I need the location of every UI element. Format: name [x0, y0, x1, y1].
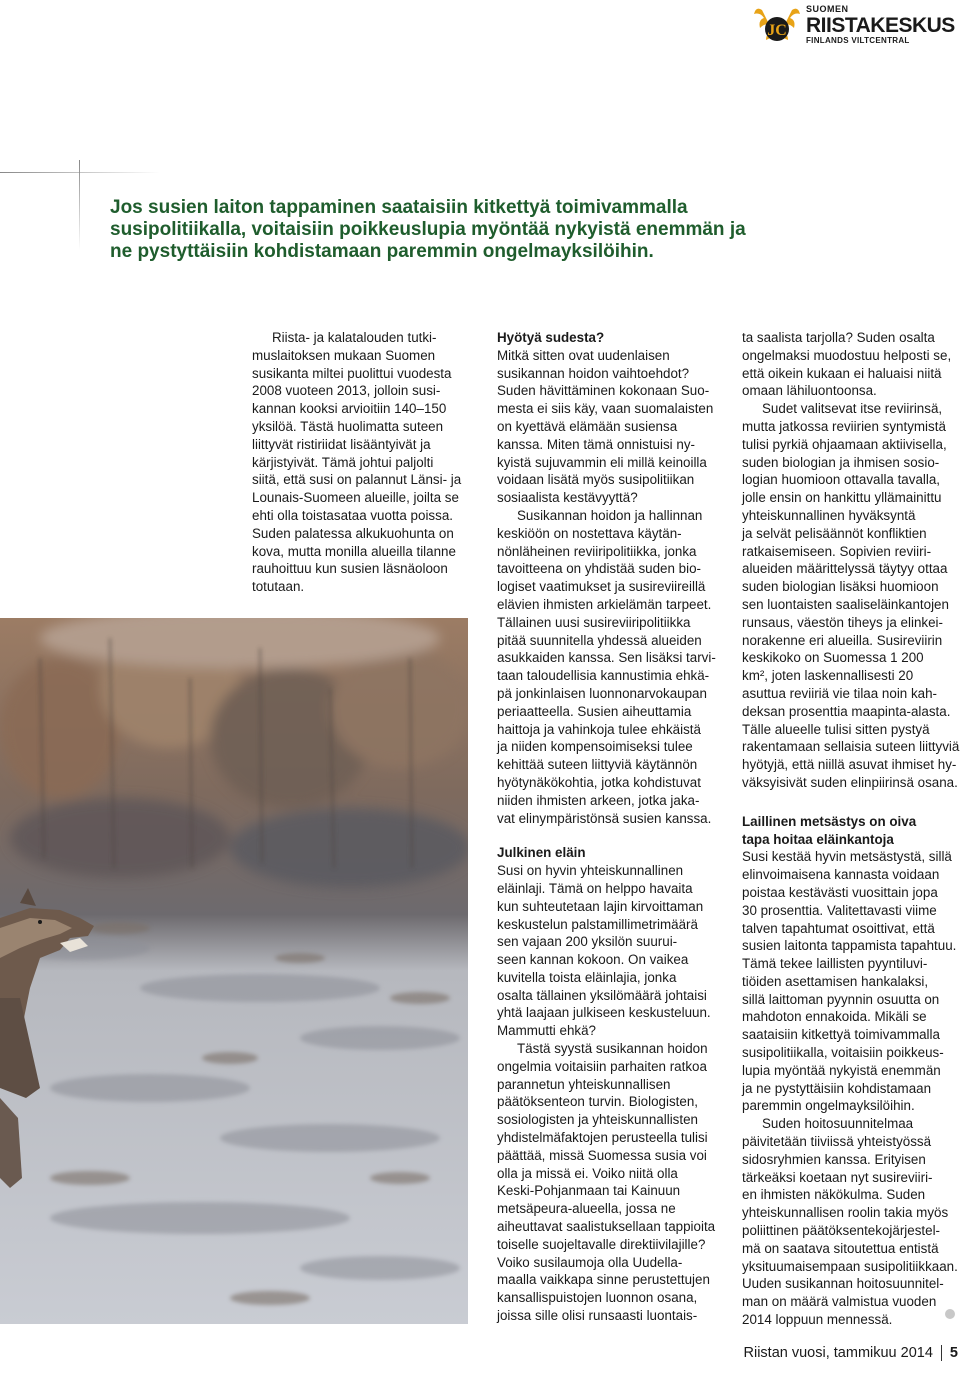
- svg-text:JC: JC: [767, 22, 787, 39]
- text-line: sen vajaan 200 yksilön suurui-: [497, 934, 678, 950]
- text-line: suden biologian ja ihmisen sosio-: [742, 454, 940, 470]
- text-line: päättää, missä Suomessa susia voi: [497, 1147, 707, 1163]
- text-line: Suden palatessa alkukuohunta on: [252, 525, 454, 541]
- text-line: jolle ensin on hankittu yllämainittu: [742, 490, 942, 506]
- text-line: Mammutti ehkä?: [497, 1023, 596, 1039]
- text-line: tavoitteena on yhdistää suden bio-: [497, 561, 701, 577]
- text-line: totutaan.: [252, 579, 305, 595]
- text-line: päätöksenteon turvin. Biologisten,: [497, 1094, 698, 1110]
- text-line: kova, mutta monilla alueilla tilanne: [252, 543, 456, 559]
- text-line: paremmin ongelmayksilöihin.: [742, 1098, 915, 1114]
- text-line: Suden hävittäminen kokonaan Suo-: [497, 383, 710, 399]
- logo-emblem-icon: [752, 2, 802, 46]
- text-line: Tämä tekee laillisten pyyntiluvi-: [742, 956, 928, 972]
- text-line: pä jonkinlaisen luonnonarvokaupan: [497, 685, 707, 701]
- article-column-3: [742, 329, 960, 1329]
- intro-paragraph: [252, 329, 464, 596]
- text-line: poistaa kestävästi vuosittain jopa: [742, 884, 938, 900]
- text-line: mutta jatkossa reviirien syntymistä: [742, 418, 946, 434]
- text-line: ta saalista tarjolla? Suden osalta: [742, 330, 935, 345]
- text-line: asukkaiden kanssa. Sen lisäksi tarvi-: [497, 650, 716, 666]
- text-line: ja niiden kompensoimiseksi tulee: [497, 739, 693, 755]
- text-line: sidosryhmien kanssa. Erityisen: [742, 1151, 926, 1167]
- text-line: keskustelun palstamillimetrimäärä: [497, 916, 698, 932]
- text-line: sillä laittoman pyynnin osuutta on: [742, 991, 940, 1007]
- text-line: voidaan lisätä myös susipolitiikan: [497, 472, 695, 488]
- text-line: rauhoittuu kun susien läsnäoloon: [252, 561, 448, 577]
- text-line: vat elinympäristönsä susien kanssa.: [497, 810, 712, 826]
- text-line: suden biologian lisäksi huomioon: [742, 579, 939, 595]
- text-line: susien laitonta tappamista tapahtuu.: [742, 938, 957, 954]
- text-line: tapa hoitaa eläinkantoja: [742, 831, 894, 847]
- text-line: man on määrä valmistua vuoden: [742, 1294, 937, 1310]
- text-line: 2014 loppuun mennessä.: [742, 1312, 893, 1328]
- text-line: Susi on hyvin yhteiskunnallinen: [497, 863, 684, 879]
- text-line: tiöiden asettamisen hankalaksi,: [742, 973, 929, 989]
- text-line: Suden hoitosuunnitelmaa: [762, 1116, 914, 1132]
- subheading-laillinen-metsastys: [742, 813, 960, 849]
- page-footer: [744, 1344, 960, 1362]
- text-line: elävien ihmisten arkielämän tarpeet.: [497, 596, 712, 612]
- text-line: toiselle suojeltavalle direktiivilajille?: [497, 1236, 706, 1252]
- text-line: 30 prosenttia. Valitettavasti viime: [742, 902, 937, 918]
- text-line: parannetun yhteiskunnallisen: [497, 1076, 671, 1092]
- pull-quote: Jos susien laiton tappaminen saataisiin kitkettyä toimivammalla susipolitiikalla, voitaisiin poikkeuslupia myöntää nykyistä enemmän ja ne pystyttäisiin kohdistamaan paremmin ongelmayksilöihin.: [110, 197, 746, 262]
- text-line: omaan lähiluontoonsa.: [742, 383, 877, 399]
- logo-line1: SUOMEN: [806, 4, 849, 14]
- text-line: Laillinen metsästys on oiva: [742, 813, 917, 829]
- article-column-2: [497, 329, 719, 1325]
- text-line: metsäpeura-alueella, jossa ne: [497, 1201, 676, 1217]
- text-line: sosiologisten ja yhteiskunnallisten: [497, 1112, 698, 1128]
- text-line: deksan prosenttia maapinta-alasta.: [742, 703, 951, 719]
- text-line: 2008 vuoteen 2013, jolloin susi-: [252, 383, 441, 399]
- page-number: 5: [949, 1345, 958, 1361]
- text-line: lupia myöntää nykyistä enemmän: [742, 1062, 941, 1078]
- text-line: liittyvät ristiriidat lisääntyivät ja: [252, 436, 431, 452]
- text-line: keskiöön on nostettava käytän-: [497, 525, 682, 541]
- magazine-issue: Riistan vuosi, tammikuu 2014: [743, 1345, 933, 1361]
- col2-paragraph-1: [497, 347, 719, 507]
- col3-paragraph-2: [742, 400, 960, 792]
- text-line: että oikein kukaan ei haluaisi niitä: [742, 365, 942, 381]
- logo-line3: FINLANDS VILTCENTRAL: [806, 36, 910, 45]
- col3-paragraph-1: [742, 329, 960, 400]
- col2-paragraph-3: [497, 862, 719, 1040]
- text-line: kyistä sujuvammin eli millä keinoilla: [497, 454, 707, 470]
- text-line: olla ja missä ei. Voiko niitä olla: [497, 1165, 678, 1181]
- text-line: logian huomioon ottavalla tavalla,: [742, 472, 941, 488]
- text-line: yhteiskunnallisen roolin takia myös: [742, 1205, 949, 1221]
- subheading-julkinen-elain: Julkinen eläin: [497, 845, 586, 861]
- riistakeskus-logo: [752, 2, 960, 48]
- text-line: muslaitoksen mukaan Suomen: [252, 347, 436, 363]
- text-line: susikanta miltei puolittui vuodesta: [252, 365, 452, 381]
- col3-paragraph-4: [742, 1115, 960, 1329]
- text-line: Voiko susilaumoja olla Uudella-: [497, 1254, 683, 1270]
- text-line: on kyettävä elämään susiensa: [497, 418, 678, 434]
- text-line: ehti olla toistasataa vuotta poissa.: [252, 507, 453, 523]
- text-line: ja ne pystyttäisiin kohdistamaan: [742, 1080, 932, 1096]
- text-line: rakentamaan sellaisia suteen liittyviä: [742, 739, 960, 755]
- text-line: yhdistelmäfaktojen perusteella tulisi: [497, 1130, 708, 1146]
- footer-divider: [941, 1345, 942, 1361]
- text-line: Sudet valitsevat itse reviirinsä,: [762, 401, 943, 417]
- text-line: alueiden määrittelyssä täytyy ottaa: [742, 561, 948, 577]
- text-line: poliittinen päätöksentekojärjestel-: [742, 1223, 941, 1239]
- text-line: osalta tällainen yksilömäärä johtaisi: [497, 987, 707, 1003]
- text-line: Tällainen uusi susireviiripolitiikka: [497, 614, 691, 630]
- text-line: km², joten laskennallisesti 20: [742, 668, 914, 684]
- text-line: elinvoimaisena kannasta voidaan: [742, 867, 940, 883]
- text-line: talven tapahtumat osoittivat, että: [742, 920, 935, 936]
- text-line: siitä, että susi on palannut Länsi- ja: [252, 472, 462, 488]
- text-line: ongelmaksi muodostuu helposti se,: [742, 347, 952, 363]
- text-line: saataisiin kitkettyä toimivammalla: [742, 1027, 940, 1043]
- text-line: susipolitiikalla, voitaisiin poikkeus-: [742, 1045, 944, 1061]
- col2-paragraph-2: [497, 507, 719, 827]
- text-line: Lounais-Suomeen alueille, joilta se: [252, 490, 459, 506]
- text-line: norakenne eri alueilla. Susireviirin: [742, 632, 943, 648]
- text-line: sosiaalista kestävyyttä?: [497, 490, 638, 506]
- col2-paragraph-4: [497, 1040, 719, 1325]
- col3-paragraph-3: [742, 848, 960, 1115]
- text-line: kärjistyivät. Tämä johtui paljolti: [252, 454, 434, 470]
- subheading-hyotya-sudesta: Hyötyä sudesta?: [497, 330, 605, 345]
- text-line: hyötyjä, että niillä asuvat ihmiset hy-: [742, 757, 957, 773]
- end-mark-icon: [945, 1309, 955, 1319]
- text-line: päivitetään tiiviissä yhteistyössä: [742, 1134, 932, 1150]
- text-line: eläinlaji. Tämä on helppo havaita: [497, 880, 693, 896]
- text-line: yksituumaisempaan susipolitiikkaan.: [742, 1258, 958, 1274]
- wolf-snow-image: [0, 618, 468, 1324]
- text-line: en ihmisten näkökulma. Suden: [742, 1187, 926, 1203]
- text-line: Keski-Pohjanmaan tai Kainuun: [497, 1183, 681, 1199]
- text-line: ja selvät pelisäännöt konfliktien: [742, 525, 927, 541]
- text-line: kun suhteutetaan lajin kirvoittaman: [497, 898, 704, 914]
- logo-line2: RIISTAKESKUS: [806, 14, 955, 37]
- text-line: niiden ihmisten arkeen, jotka jaka-: [497, 792, 700, 808]
- text-line: sen luontaisten saaliseläinkantojen: [742, 596, 949, 612]
- text-line: hyötynäkökohtia, jotka kohdistuvat: [497, 774, 701, 790]
- crop-mark-vertical: [79, 160, 80, 250]
- text-line: yksilöä. Tästä huolimatta suteen: [252, 418, 444, 434]
- text-line: yhteiskunnallinen hyväksyntä: [742, 507, 916, 523]
- text-line: pitää suunnitella yhdessä alueiden: [497, 632, 702, 648]
- text-line: Uuden susikannan hoitosuunnitel-: [742, 1276, 944, 1292]
- text-line: kehittää suteen liittyviä käytännön: [497, 757, 698, 773]
- text-line: keskikoko on Suomessa 1 200: [742, 650, 924, 666]
- text-line: ratkaisemiseen. Sopivien reviiri-: [742, 543, 932, 559]
- text-line: runsaus, väestön tiheys ja elinkei-: [742, 614, 943, 630]
- text-line: Susi kestää hyvin metsästystä, sillä: [742, 849, 952, 865]
- text-line: joissa sille olisi runsaasti luontais-: [497, 1308, 698, 1324]
- text-line: Susikannan hoidon ja hallinnan: [517, 507, 703, 523]
- crop-mark-horizontal: [0, 172, 160, 173]
- text-line: kuvitella toista eläinlajia, jonka: [497, 969, 677, 985]
- text-line: tärkeäksi koetaan nyt susireviiri-: [742, 1169, 933, 1185]
- text-line: mahdoton ennakoida. Mikäli se: [742, 1009, 927, 1025]
- text-line: Tälle alueelle tulisi sitten pystyä: [742, 721, 930, 737]
- text-line: ongelmia voitaisiin parhaiten ratkoa: [497, 1058, 707, 1074]
- wolf-photo: [0, 618, 468, 1324]
- text-line: mesta ei siis käy, vaan suomalaisten: [497, 401, 714, 417]
- text-line: maalla vaikkapa sinne perustettujen: [497, 1272, 710, 1288]
- text-line: susikannan hoidon vaihtoehdot?: [497, 365, 690, 381]
- text-line: taan taloudellisia kannustimia ehkä-: [497, 668, 710, 684]
- text-line: aiheuttavat saalistuksellaan tappioita: [497, 1219, 716, 1235]
- text-line: yhtä laajaan julkiseen keskusteluun.: [497, 1005, 711, 1021]
- text-line: nönläheinen reviiripolitiikka, jonka: [497, 543, 697, 559]
- text-line: kannan kooksi arvioitiin 140–150: [252, 401, 447, 417]
- text-line: kanssa. Miten tämä onnistuisi ny-: [497, 436, 695, 452]
- text-line: Riista- ja kalatalouden tutki-: [272, 330, 437, 345]
- text-line: periaatteella. Susien aiheuttamia: [497, 703, 692, 719]
- text-line: Mitkä sitten ovat uudenlaisen: [497, 347, 670, 363]
- text-line: kansallispuistojen luonnon osana,: [497, 1290, 698, 1306]
- text-line: haittoja ja vahinkoja tulee ehkäistä: [497, 721, 701, 737]
- text-line: tulisi pyrkiä ohjaamaan aktiivisella,: [742, 436, 947, 452]
- text-line: seen kannan kokoon. On vaikea: [497, 952, 689, 968]
- text-line: mä on saatava sitoutettua entistä: [742, 1240, 939, 1256]
- text-line: Tästä syystä susikannan hoidon: [517, 1041, 708, 1057]
- text-line: väksyisivät suden elinpiirinsä osana.: [742, 774, 958, 790]
- text-line: asuttua reviiriä vie tilaa noin kah-: [742, 685, 938, 701]
- text-line: logiset vaatimukset ja susireviireillä: [497, 579, 706, 595]
